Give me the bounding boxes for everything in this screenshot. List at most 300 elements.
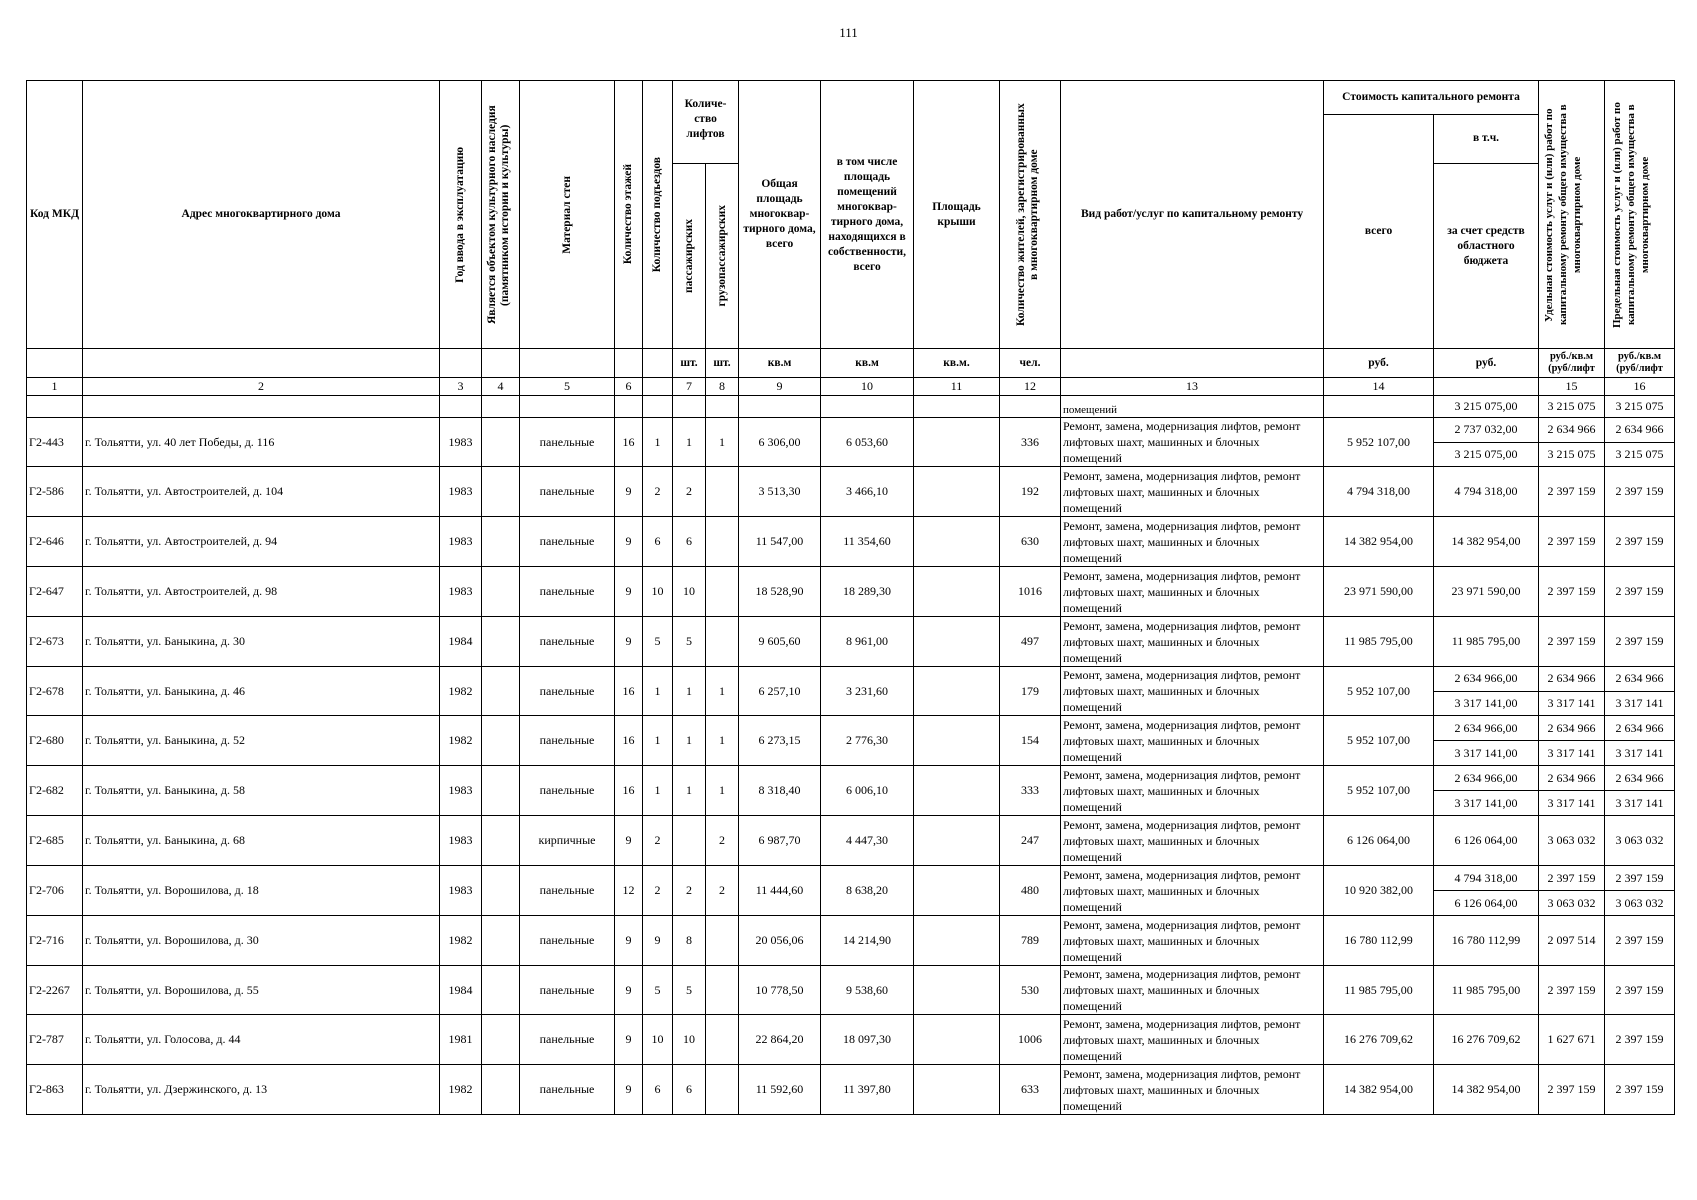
owned-area: 11 397,80 [821,1065,914,1115]
limit-cost: 2 634 966 [1605,667,1675,692]
owned-area: 8 638,20 [821,866,914,916]
total-cost: 11 985 795,00 [1324,617,1434,667]
owned-area: 11 354,60 [821,517,914,567]
passenger-elevators: 1 [673,667,706,716]
table-row [27,966,1675,1015]
heritage-flag [482,866,520,916]
owned-area: 3 466,10 [821,467,914,517]
floors-count: 9 [615,567,643,617]
residents-count: 333 [1000,766,1061,816]
passenger-elevators: 2 [673,866,706,916]
work-type: помещений [1061,396,1324,418]
mkd-code: Г2-2267 [27,966,83,1015]
unit-cost: 3 317 141 [1539,741,1605,766]
col-number: 10 [821,378,914,396]
wall-material: панельные [520,916,615,966]
col-number: 16 [1605,378,1675,396]
total-area: 6 257,10 [739,667,821,716]
wall-material: панельные [520,418,615,467]
year-built: 1983 [440,418,482,467]
table-row [27,617,1675,667]
roof-area [914,418,1000,467]
unit-cost: 2 097 514 [1539,916,1605,966]
regional-cost: 16 780 112,99 [1434,916,1539,966]
owned-area: 6 006,10 [821,766,914,816]
col-number: 2 [83,378,440,396]
floors-count: 9 [615,1015,643,1065]
total-cost: 11 985 795,00 [1324,966,1434,1015]
freight-elevators [706,1015,739,1065]
limit-cost: 2 397 159 [1605,1065,1675,1115]
mkd-code: Г2-646 [27,517,83,567]
entrances-count: 10 [643,1015,673,1065]
header-cost-incl: в т.ч. [1434,115,1539,164]
mkd-code: Г2-716 [27,916,83,966]
header-elevators: Количе-ство лифтов [673,81,739,164]
total-cost: 5 952 107,00 [1324,418,1434,467]
limit-cost: 3 317 141 [1605,741,1675,766]
wall-material: панельные [520,617,615,667]
table-row [27,866,1675,891]
header-wall: Материал стен [560,175,573,254]
roof-area [914,467,1000,517]
unit-people: чел. [1000,349,1061,378]
work-type: Ремонт, замена, модернизация лифтов, ремонт лифтовых шахт, машинных и блочных помещений [1061,816,1324,866]
regional-cost: 3 317 141,00 [1434,691,1539,716]
passenger-elevators: 8 [673,916,706,966]
unit-pcs: шт. [706,349,739,378]
residents-count: 633 [1000,1065,1061,1115]
entrances-count: 1 [643,667,673,716]
heritage-flag [482,617,520,667]
owned-area: 2 776,30 [821,716,914,766]
table-row [27,716,1675,741]
owned-area: 3 231,60 [821,667,914,716]
mkd-code: Г2-682 [27,766,83,816]
unit-sqm: кв.м [821,349,914,378]
total-area: 11 444,60 [739,866,821,916]
regional-cost: 3 317 141,00 [1434,791,1539,816]
regional-cost: 14 382 954,00 [1434,517,1539,567]
work-type: Ремонт, замена, модернизация лифтов, ремонт лифтовых шахт, машинных и блочных помещений [1061,667,1324,716]
limit-cost: 2 397 159 [1605,517,1675,567]
unit-cost: 3 317 141 [1539,691,1605,716]
entrances-count: 2 [643,816,673,866]
passenger-elevators: 2 [673,467,706,517]
passenger-elevators [673,816,706,866]
freight-elevators [706,467,739,517]
residents-count: 1016 [1000,567,1061,617]
wall-material: кирпичные [520,816,615,866]
mkd-code: Г2-673 [27,617,83,667]
entrances-count: 5 [643,966,673,1015]
address: г. Тольятти, ул. Ворошилова, д. 55 [83,966,440,1015]
unit-cost: 2 397 159 [1539,966,1605,1015]
header-floors: Количество этажей [622,164,634,265]
roof-area [914,667,1000,716]
year-built: 1984 [440,617,482,667]
limit-cost: 3 317 141 [1605,791,1675,816]
passenger-elevators: 5 [673,617,706,667]
heritage-flag [482,766,520,816]
header-unit-cost: Удельная стоимость услуг и (или) работ по капитальному ремонту общего имущества в многоквартирном доме [1542,104,1583,325]
freight-elevators [706,966,739,1015]
limit-cost: 2 634 966 [1605,418,1675,443]
residents-count: 154 [1000,716,1061,766]
limit-cost: 2 397 159 [1605,966,1675,1015]
limit-cost: 3 063 032 [1605,891,1675,916]
roof-area [914,1015,1000,1065]
owned-area: 18 097,30 [821,1015,914,1065]
passenger-elevators: 10 [673,567,706,617]
unit-cost: 3 317 141 [1539,791,1605,816]
address: г. Тольятти, ул. Баныкина, д. 68 [83,816,440,866]
heritage-flag [482,916,520,966]
floors-count: 9 [615,617,643,667]
residents-count: 1006 [1000,1015,1061,1065]
mkd-code: Г2-647 [27,567,83,617]
unit-cost: 2 397 159 [1539,1065,1605,1115]
col-number: 9 [739,378,821,396]
heritage-flag [482,716,520,766]
regional-cost: 4 794 318,00 [1434,866,1539,891]
regional-cost: 3 215 075,00 [1434,442,1539,467]
total-area: 6 987,70 [739,816,821,866]
header-cost-regional: за счет средств областного бюджета [1434,164,1539,349]
limit-cost: 2 397 159 [1605,467,1675,517]
unit-cost: 2 634 966 [1539,716,1605,741]
entrances-count: 9 [643,916,673,966]
unit-cost: 3 063 032 [1539,816,1605,866]
roof-area [914,766,1000,816]
freight-elevators [706,517,739,567]
work-type: Ремонт, замена, модернизация лифтов, ремонт лифтовых шахт, машинных и блочных помещений [1061,567,1324,617]
roof-area [914,617,1000,667]
total-cost: 23 971 590,00 [1324,567,1434,617]
heritage-flag [482,467,520,517]
entrances-count: 6 [643,517,673,567]
limit-cost: 2 634 966 [1605,766,1675,791]
residents-count: 179 [1000,667,1061,716]
residents-count: 497 [1000,617,1061,667]
table-row [27,467,1675,517]
table-row [27,1065,1675,1115]
limit-cost: 3 317 141 [1605,691,1675,716]
owned-area: 6 053,60 [821,418,914,467]
table-row [27,766,1675,791]
residents-count: 530 [1000,966,1061,1015]
unit-sqm: кв.м. [914,349,1000,378]
residents-count: 630 [1000,517,1061,567]
year-built: 1983 [440,766,482,816]
freight-elevators: 1 [706,766,739,816]
regional-cost: 11 985 795,00 [1434,966,1539,1015]
col-number [1434,378,1539,396]
col-number: 15 [1539,378,1605,396]
total-area: 8 318,40 [739,766,821,816]
table-row [27,517,1675,567]
year-built: 1982 [440,916,482,966]
unit-cost: 2 397 159 [1539,517,1605,567]
unit-cost: 2 634 966 [1539,766,1605,791]
unit-rub: руб. [1434,349,1539,378]
address: г. Тольятти, ул. Баныкина, д. 52 [83,716,440,766]
unit-cost: 3 215 075 [1539,396,1605,418]
work-type: Ремонт, замена, модернизация лифтов, ремонт лифтовых шахт, машинных и блочных помещений [1061,966,1324,1015]
address: г. Тольятти, ул. Баныкина, д. 30 [83,617,440,667]
table-row [27,816,1675,866]
owned-area: 14 214,90 [821,916,914,966]
header-limit-cost: Предельная стоимость услуг и (или) работ по капитальному ремонту общего имущества в многоквартирном доме [1610,101,1651,328]
floors-count: 9 [615,966,643,1015]
col-number: 13 [1061,378,1324,396]
work-type: Ремонт, замена, модернизация лифтов, ремонт лифтовых шахт, машинных и блочных помещений [1061,716,1324,766]
floors-count: 9 [615,467,643,517]
total-area: 18 528,90 [739,567,821,617]
limit-cost: 2 397 159 [1605,617,1675,667]
floors-count: 12 [615,866,643,916]
address: г. Тольятти, ул. Автостроителей, д. 98 [83,567,440,617]
heritage-flag [482,1015,520,1065]
total-area: 22 864,20 [739,1015,821,1065]
regional-cost: 2 634 966,00 [1434,766,1539,791]
work-type: Ремонт, замена, модернизация лифтов, ремонт лифтовых шахт, машинных и блочных помещений [1061,617,1324,667]
mkd-code: Г2-863 [27,1065,83,1115]
passenger-elevators: 10 [673,1015,706,1065]
work-type: Ремонт, замена, модернизация лифтов, ремонт лифтовых шахт, машинных и блочных помещений [1061,517,1324,567]
unit-rate: руб./кв.м (руб/лифт [1539,349,1605,378]
owned-area: 9 538,60 [821,966,914,1015]
address: г. Тольятти, ул. Баныкина, д. 58 [83,766,440,816]
table-body [27,396,1675,1115]
limit-cost: 2 397 159 [1605,1015,1675,1065]
address: г. Тольятти, ул. Автостроителей, д. 104 [83,467,440,517]
freight-elevators: 1 [706,667,739,716]
regional-cost: 6 126 064,00 [1434,891,1539,916]
limit-cost: 2 634 966 [1605,716,1675,741]
total-area: 20 056,06 [739,916,821,966]
table-row-cut [27,396,1675,418]
floors-count: 16 [615,766,643,816]
header-work-type: Вид работ/услуг по капитальному ремонту [1061,81,1324,349]
heritage-flag [482,966,520,1015]
address: г. Тольятти, ул. Баныкина, д. 46 [83,667,440,716]
year-built: 1984 [440,966,482,1015]
passenger-elevators: 6 [673,1065,706,1115]
total-area: 6 306,00 [739,418,821,467]
residents-count: 247 [1000,816,1061,866]
table-row [27,916,1675,966]
page-number: 111 [839,25,858,40]
entrances-count: 1 [643,766,673,816]
header-cost: Стоимость капитального ремонта [1324,81,1539,115]
entrances-count: 2 [643,866,673,916]
work-type: Ремонт, замена, модернизация лифтов, ремонт лифтовых шахт, машинных и блочных помещений [1061,866,1324,916]
passenger-elevators: 5 [673,966,706,1015]
table-header [27,81,1675,396]
mkd-code: Г2-685 [27,816,83,866]
floors-count: 9 [615,1065,643,1115]
owned-area: 8 961,00 [821,617,914,667]
wall-material: панельные [520,716,615,766]
unit-rate: руб./кв.м (руб/лифт [1605,349,1675,378]
year-built: 1983 [440,816,482,866]
passenger-elevators: 1 [673,766,706,816]
unit-cost: 2 397 159 [1539,617,1605,667]
regional-cost: 2 737 032,00 [1434,418,1539,443]
regional-cost: 11 985 795,00 [1434,617,1539,667]
table-row [27,567,1675,617]
unit-cost: 2 634 966 [1539,418,1605,443]
mkd-code: Г2-706 [27,866,83,916]
wall-material: панельные [520,467,615,517]
col-number: 12 [1000,378,1061,396]
address: г. Тольятти, ул. Автостроителей, д. 94 [83,517,440,567]
wall-material: панельные [520,866,615,916]
mkd-code: Г2-680 [27,716,83,766]
address: г. Тольятти, ул. Ворошилова, д. 30 [83,916,440,966]
work-type: Ремонт, замена, модернизация лифтов, ремонт лифтовых шахт, машинных и блочных помещений [1061,418,1324,467]
entrances-count: 10 [643,567,673,617]
year-built: 1983 [440,866,482,916]
total-cost: 6 126 064,00 [1324,816,1434,866]
wall-material: панельные [520,766,615,816]
floors-count: 16 [615,667,643,716]
heritage-flag [482,418,520,467]
heritage-flag [482,816,520,866]
header-heritage: Является объектом культурного наследия (памятником истории и культуры) [485,105,511,324]
regional-cost: 2 634 966,00 [1434,667,1539,692]
header-code: Код МКД [27,81,83,349]
roof-area [914,567,1000,617]
freight-elevators [706,567,739,617]
total-cost: 5 952 107,00 [1324,766,1434,816]
residents-count: 789 [1000,916,1061,966]
total-area: 3 513,30 [739,467,821,517]
limit-cost: 3 215 075 [1605,442,1675,467]
passenger-elevators: 6 [673,517,706,567]
roof-area [914,966,1000,1015]
wall-material: панельные [520,517,615,567]
total-cost: 4 794 318,00 [1324,467,1434,517]
col-number: 6 [615,378,643,396]
address: г. Тольятти, ул. 40 лет Победы, д. 116 [83,418,440,467]
passenger-elevators: 1 [673,716,706,766]
unit-cost: 2 634 966 [1539,667,1605,692]
work-type: Ремонт, замена, модернизация лифтов, ремонт лифтовых шахт, машинных и блочных помещений [1061,467,1324,517]
regional-cost: 4 794 318,00 [1434,467,1539,517]
header-total-area: Общая площадь многоквар-тирного дома, всего [739,81,821,349]
unit-rub: руб. [1324,349,1434,378]
residents-count: 480 [1000,866,1061,916]
work-type: Ремонт, замена, модернизация лифтов, ремонт лифтовых шахт, машинных и блочных помещений [1061,916,1324,966]
header-entrances: Количество подъездов [651,156,663,273]
mkd-code: Г2-787 [27,1015,83,1065]
header-passenger: пассажирских [682,219,695,293]
total-cost: 5 952 107,00 [1324,716,1434,766]
floors-count: 16 [615,418,643,467]
entrances-count: 1 [643,418,673,467]
limit-cost: 2 397 159 [1605,916,1675,966]
unit-cost: 2 397 159 [1539,567,1605,617]
address: г. Тольятти, ул. Голосова, д. 44 [83,1015,440,1065]
roof-area [914,1065,1000,1115]
year-built: 1983 [440,567,482,617]
col-number: 4 [482,378,520,396]
col-number: 5 [520,378,615,396]
owned-area: 4 447,30 [821,816,914,866]
heritage-flag [482,667,520,716]
header-residents: Количество жителей, зарегистрированных в многоквартирном доме [1015,103,1041,326]
residents-count: 336 [1000,418,1061,467]
freight-elevators [706,617,739,667]
entrances-count: 2 [643,467,673,517]
regional-cost: 3 317 141,00 [1434,741,1539,766]
floors-count: 9 [615,517,643,567]
year-built: 1981 [440,1015,482,1065]
col-number [643,378,673,396]
col-number: 1 [27,378,83,396]
wall-material: панельные [520,1065,615,1115]
unit-cost: 2 397 159 [1539,467,1605,517]
regional-cost: 2 634 966,00 [1434,716,1539,741]
total-area: 9 605,60 [739,617,821,667]
header-roof-area: Площадь крыши [914,81,1000,349]
header-freight: грузопассажирских [715,205,728,307]
address: г. Тольятти, ул. Дзержинского, д. 13 [83,1065,440,1115]
freight-elevators: 2 [706,816,739,866]
regional-cost: 23 971 590,00 [1434,567,1539,617]
col-number: 7 [673,378,706,396]
freight-elevators: 1 [706,716,739,766]
table-row [27,418,1675,443]
unit-pcs: шт. [673,349,706,378]
roof-area [914,866,1000,916]
owned-area: 18 289,30 [821,567,914,617]
limit-cost: 3 215 075 [1605,396,1675,418]
year-built: 1983 [440,467,482,517]
regional-cost: 3 215 075,00 [1434,396,1539,418]
total-cost: 10 920 382,00 [1324,866,1434,916]
regional-cost: 16 276 709,62 [1434,1015,1539,1065]
total-cost: 5 952 107,00 [1324,667,1434,716]
unit-sqm: кв.м [739,349,821,378]
wall-material: панельные [520,966,615,1015]
entrances-count: 5 [643,617,673,667]
freight-elevators: 2 [706,866,739,916]
wall-material: панельные [520,1015,615,1065]
unit-cost: 3 215 075 [1539,442,1605,467]
total-area: 6 273,15 [739,716,821,766]
year-built: 1982 [440,716,482,766]
entrances-count: 6 [643,1065,673,1115]
entrances-count: 1 [643,716,673,766]
heritage-flag [482,567,520,617]
total-area: 11 547,00 [739,517,821,567]
wall-material: панельные [520,667,615,716]
column-numbers [27,378,1675,396]
unit-cost: 1 627 671 [1539,1015,1605,1065]
year-built: 1983 [440,517,482,567]
total-cost: 14 382 954,00 [1324,517,1434,567]
heritage-flag [482,1065,520,1115]
regional-cost: 6 126 064,00 [1434,816,1539,866]
passenger-elevators: 1 [673,418,706,467]
year-built: 1982 [440,667,482,716]
unit-cost: 3 063 032 [1539,891,1605,916]
regional-cost: 14 382 954,00 [1434,1065,1539,1115]
table-row [27,667,1675,692]
